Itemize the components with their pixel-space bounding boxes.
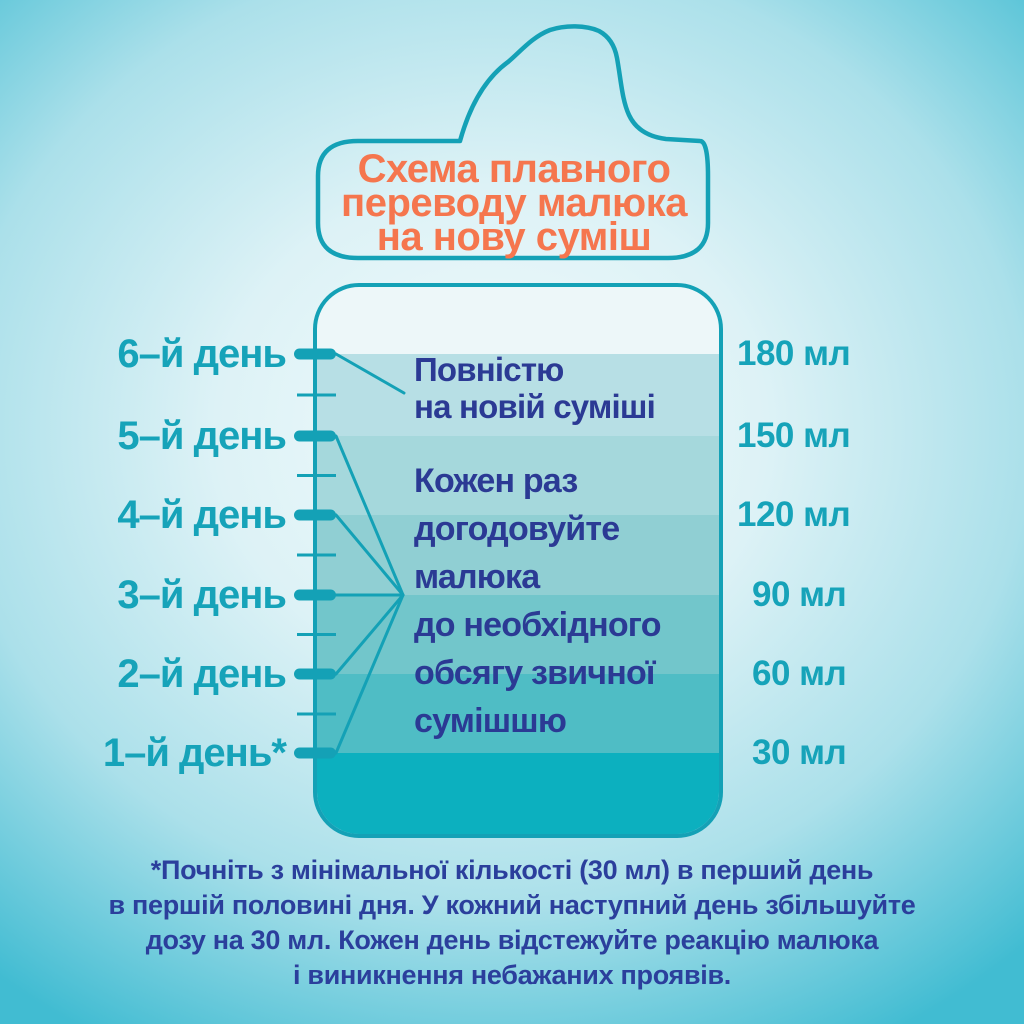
annotation-line: малюка: [414, 558, 540, 596]
title-line: на нову суміш: [376, 215, 652, 259]
volume-label-150: 150 мл: [737, 416, 851, 455]
annotation-line: догодовуйте: [414, 510, 620, 548]
annotation-line: обсягу звичної: [414, 654, 655, 692]
major-tick-60: [294, 669, 336, 680]
day-label-6: 6–й день: [117, 332, 286, 376]
volume-label-120: 120 мл: [737, 495, 851, 534]
title: [318, 147, 710, 259]
volume-label-30: 30 мл: [752, 733, 847, 772]
major-tick-30: [294, 748, 336, 759]
day-label-1: 1–й день*: [102, 731, 286, 775]
minor-tick-1: [297, 394, 336, 397]
volume-band-30: [317, 753, 719, 834]
day-label-5: 5–й день: [117, 414, 286, 458]
annotation-line: Повністю: [414, 351, 564, 388]
annotation-new-formula: [414, 351, 655, 425]
annotation-line: на новій суміші: [414, 388, 655, 425]
major-tick-150: [294, 431, 336, 442]
annotation-line: Кожен раз: [414, 462, 578, 500]
major-tick-90: [294, 590, 336, 601]
title-line: переводу малюка: [341, 181, 687, 225]
minor-tick-5: [297, 713, 336, 716]
volume-label-90: 90 мл: [752, 575, 847, 614]
annotation-line: до необхідного: [414, 606, 661, 644]
annotation-usual-formula: [414, 457, 661, 745]
volume-label-60: 60 мл: [752, 654, 847, 693]
footnote-line: *Почніть з мінімальної кількості (30 мл) в перший день: [150, 855, 874, 885]
annotation-line: сумішшю: [414, 702, 567, 740]
minor-tick-3: [297, 554, 336, 557]
day-label-2: 2–й день: [117, 652, 286, 696]
volume-band-empty: [317, 287, 719, 354]
volume-label-180: 180 мл: [737, 334, 851, 373]
footnote: [32, 853, 992, 993]
minor-tick-2: [297, 474, 336, 477]
footnote-line: дозу на 30 мл. Кожен день відстежуйте реакцію малюка: [145, 925, 879, 955]
footnote-line: в першій половині дня. У кожний наступний день збільшуйте: [108, 890, 916, 920]
minor-tick-4: [297, 633, 336, 636]
title-line: Схема плавного: [357, 147, 671, 191]
day-label-3: 3–й день: [117, 573, 286, 617]
footnote-line: і виникнення небажаних проявів.: [293, 960, 731, 990]
major-tick-180: [294, 349, 336, 360]
day-label-4: 4–й день: [117, 493, 286, 537]
major-tick-120: [294, 510, 336, 521]
